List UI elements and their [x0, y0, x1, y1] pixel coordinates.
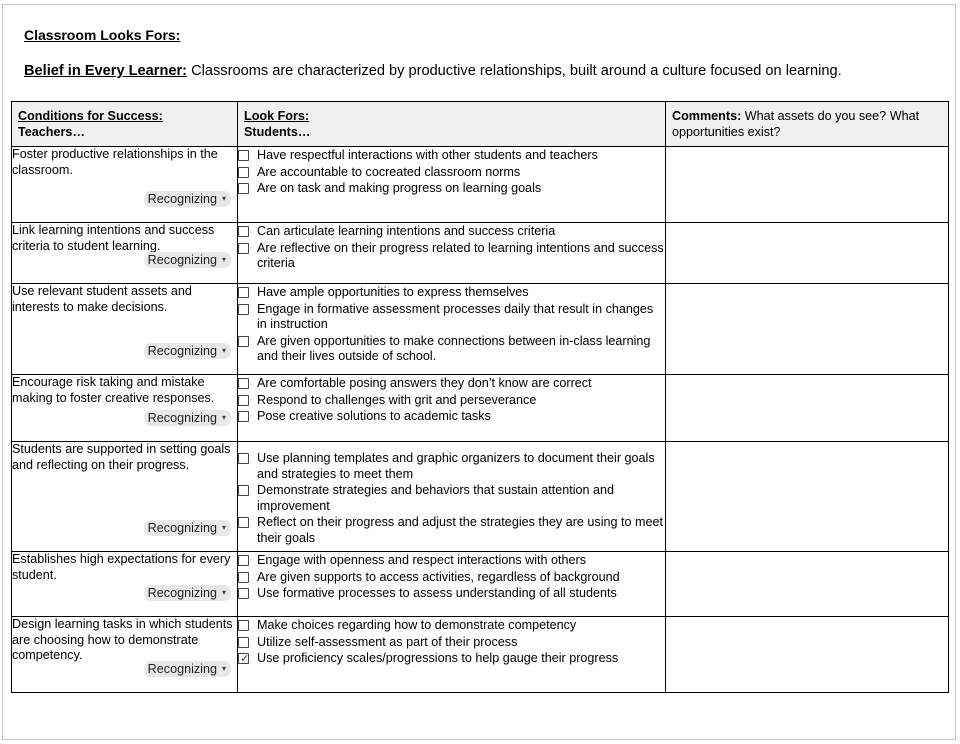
table-row	[12, 223, 949, 284]
look-fors-cell	[238, 617, 666, 693]
document-title: Classroom Looks Fors:	[24, 27, 181, 43]
checkbox[interactable]	[238, 588, 249, 599]
look-for-text: Utilize self-assessment as part of their process	[257, 634, 518, 649]
checkbox[interactable]	[238, 243, 249, 254]
caret-down-icon: ▾	[221, 194, 226, 203]
look-for-item	[238, 409, 665, 425]
table-row	[12, 442, 949, 552]
status-dropdown[interactable]	[144, 252, 231, 268]
status-dropdown-label: Recognizing	[147, 586, 217, 600]
look-fors-cell	[238, 147, 666, 223]
caret-down-icon: ▾	[221, 346, 226, 355]
condition-text: Foster productive relationships in the classroom.	[12, 147, 218, 177]
belief-statement	[24, 63, 842, 79]
table-row	[12, 284, 949, 375]
table-row	[12, 375, 949, 442]
checkbox[interactable]	[238, 453, 249, 464]
look-for-text: Are given opportunities to make connections between in-class learning and their lives outside of school.	[257, 333, 651, 363]
look-for-item	[238, 515, 665, 546]
header-conditions-sub: Teachers…	[18, 124, 85, 139]
header-conditions-title: Conditions for Success:	[18, 109, 163, 123]
look-for-text: Use proficiency scales/progressions to help gauge their progress	[257, 651, 619, 665]
checkbox[interactable]	[238, 411, 249, 422]
status-dropdown-label: Recognizing	[147, 253, 217, 267]
look-for-item	[238, 570, 665, 586]
checkbox[interactable]	[238, 620, 249, 631]
look-for-item	[238, 285, 665, 301]
checkbox[interactable]	[238, 167, 249, 178]
condition-cell	[12, 442, 238, 552]
caret-down-icon: ▾	[221, 664, 226, 673]
look-for-text: Are accountable to cocreated classroom norms	[257, 164, 521, 179]
look-for-text: Have ample opportunities to express themselves	[257, 285, 529, 299]
caret-down-icon: ▾	[221, 413, 226, 422]
condition-cell	[12, 147, 238, 223]
header-conditions	[12, 102, 238, 147]
checkbox[interactable]	[238, 304, 249, 315]
look-for-text: Pose creative solutions to academic tasks	[257, 409, 491, 423]
header-look-fors	[238, 102, 666, 147]
caret-down-icon: ▾	[221, 588, 226, 597]
comments-cell[interactable]	[666, 552, 949, 617]
look-for-item	[238, 553, 665, 569]
checkbox[interactable]	[238, 485, 249, 496]
look-for-item	[238, 586, 665, 602]
look-fors-cell	[238, 375, 666, 442]
checked-checkbox[interactable]	[238, 653, 249, 664]
header-comments-text: What assets do you see? What opportunities exist?	[672, 109, 920, 139]
look-for-item	[238, 181, 665, 197]
status-dropdown-label: Recognizing	[147, 521, 217, 535]
condition-cell	[12, 375, 238, 442]
condition-text: Design learning tasks in which students are choosing how to demonstrate competency.	[12, 617, 233, 662]
look-for-item	[238, 651, 665, 667]
caret-down-icon: ▾	[221, 255, 226, 264]
status-dropdown-label: Recognizing	[147, 344, 217, 358]
belief-lead: Belief in Every Learner:	[24, 63, 188, 79]
comments-cell[interactable]	[666, 147, 949, 223]
condition-text: Establishes high expectations for every student.	[12, 552, 231, 582]
look-for-text: Have respectful interactions with other students and teachers	[257, 148, 598, 162]
status-dropdown[interactable]	[144, 520, 231, 536]
condition-cell	[12, 617, 238, 693]
look-for-text: Are comfortable posing answers they don’t know are correct	[257, 376, 592, 390]
condition-text: Use relevant student assets and interests to make decisions.	[12, 284, 192, 314]
status-dropdown[interactable]	[144, 410, 231, 426]
look-for-text: Engage in formative assessment processes daily that result in changes in instruction	[257, 301, 654, 331]
look-for-text: Demonstrate strategies and behaviors that sustain attention and improvement	[257, 483, 615, 513]
look-for-text: Are on task and making progress on learning goals	[257, 181, 542, 195]
condition-text: Encourage risk taking and mistake making to foster creative responses.	[12, 375, 215, 405]
header-comments	[666, 102, 949, 147]
look-for-text: Are reflective on their progress related to learning intentions and success criteria	[257, 240, 664, 270]
checkbox[interactable]	[238, 555, 249, 566]
header-look-fors-title: Look Fors:	[244, 109, 310, 123]
status-dropdown[interactable]	[144, 343, 231, 359]
look-fors-cell	[238, 223, 666, 284]
look-for-item	[238, 148, 665, 164]
look-for-text: Are given supports to access activities, regardless of background	[257, 569, 620, 584]
checkbox[interactable]	[238, 517, 249, 528]
status-dropdown[interactable]	[144, 661, 231, 677]
status-dropdown[interactable]	[144, 191, 231, 207]
look-for-item	[238, 241, 665, 272]
condition-text: Students are supported in setting goals and reflecting on their progress.	[12, 442, 231, 472]
checkbox[interactable]	[238, 287, 249, 298]
caret-down-icon: ▾	[221, 523, 226, 532]
comments-cell[interactable]	[666, 284, 949, 375]
look-for-item	[238, 334, 665, 365]
table-row	[12, 147, 949, 223]
comments-cell[interactable]	[666, 617, 949, 693]
comments-cell[interactable]	[666, 442, 949, 552]
look-for-item	[238, 451, 665, 482]
look-for-item	[238, 376, 665, 392]
belief-text: Classrooms are characterized by productive relationships, built around a culture focused on learning.	[191, 63, 842, 79]
checkbox[interactable]	[238, 572, 249, 583]
look-for-item	[238, 165, 665, 181]
table-row	[12, 617, 949, 693]
checkbox[interactable]	[238, 378, 249, 389]
look-for-item	[238, 483, 665, 514]
status-dropdown-label: Recognizing	[147, 192, 217, 206]
checkbox[interactable]	[238, 226, 249, 237]
status-dropdown-label: Recognizing	[147, 662, 217, 676]
look-for-item	[238, 224, 665, 240]
look-for-text: Use formative processes to assess understanding of all students	[257, 586, 617, 600]
look-fors-cell	[238, 552, 666, 617]
condition-cell	[12, 223, 238, 284]
look-for-text: Make choices regarding how to demonstrate competency	[257, 618, 577, 632]
comments-cell[interactable]	[666, 223, 949, 284]
look-for-text: Use planning templates and graphic organizers to document their goals and strategies to meet them	[257, 451, 655, 481]
header-look-fors-sub: Students…	[244, 124, 311, 139]
header-comments-bold: Comments:	[672, 109, 742, 123]
look-for-item	[238, 302, 665, 333]
status-dropdown-label: Recognizing	[147, 411, 217, 425]
look-for-item	[238, 618, 665, 634]
condition-text: Link learning intentions and success criteria to student learning.	[12, 223, 215, 253]
look-for-text: Respond to challenges with grit and perseverance	[257, 392, 537, 407]
checkbox[interactable]	[238, 150, 249, 161]
look-for-text: Engage with openness and respect interactions with others	[257, 553, 587, 567]
looks-fors-table	[11, 101, 949, 693]
checkbox[interactable]	[238, 336, 249, 347]
look-for-text: Reflect on their progress and adjust the strategies they are using to meet their goals	[257, 515, 664, 545]
comments-cell[interactable]	[666, 375, 949, 442]
look-for-text: Can articulate learning intentions and success criteria	[257, 224, 556, 238]
look-fors-cell	[238, 284, 666, 375]
checkbox[interactable]	[238, 183, 249, 194]
checkbox[interactable]	[238, 637, 249, 648]
status-dropdown[interactable]	[144, 585, 231, 601]
table-row	[12, 552, 949, 617]
checkbox[interactable]	[238, 395, 249, 406]
look-for-item	[238, 635, 665, 651]
look-fors-cell	[238, 442, 666, 552]
condition-cell	[12, 284, 238, 375]
condition-cell	[12, 552, 238, 617]
look-for-item	[238, 393, 665, 409]
